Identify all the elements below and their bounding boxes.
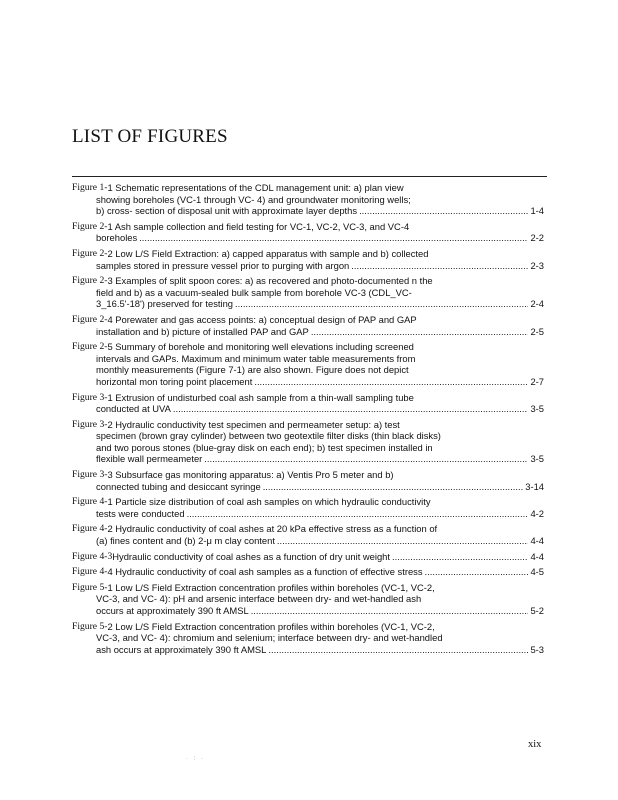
toc-entry-line xyxy=(72,275,544,287)
toc-entry-line xyxy=(72,430,544,442)
toc-entry-line xyxy=(72,481,544,493)
figure-caption-text: 2 Hydraulic conductivity test specimen and permeameter setup: a) test xyxy=(107,418,400,430)
dot-leader xyxy=(425,566,529,578)
dot-leader xyxy=(251,605,529,617)
page-title: LIST OF FIGURES xyxy=(72,126,228,147)
figure-caption-text: conducted at UVA xyxy=(96,403,171,415)
toc-entry xyxy=(72,392,544,415)
toc-entry xyxy=(72,566,544,578)
figure-caption-text: 4 Hydraulic conductivity of coal ash samples as a function of effective stress xyxy=(107,566,423,578)
toc-entry-line xyxy=(72,535,544,547)
toc-entry-line xyxy=(72,605,544,617)
dot-leader xyxy=(277,535,529,547)
title-divider xyxy=(72,176,547,177)
toc-entry-line xyxy=(72,632,544,644)
dot-leader xyxy=(139,232,528,244)
toc-entry xyxy=(72,621,544,656)
toc-entry xyxy=(72,248,544,271)
figure-caption-text: 1 Schematic representations of the CDL management unit: a) plan view xyxy=(107,182,404,193)
figure-page-number: 4-5 xyxy=(530,566,544,578)
toc-entry-line xyxy=(72,221,544,233)
figure-caption-text: showing boreholes (VC-1 through VC- 4) and groundwater monitoring wells; xyxy=(96,193,411,205)
figure-caption-text: 3 Examples of split spoon cores: a) as recovered and photo-documented n the xyxy=(107,275,433,287)
toc-entry-line xyxy=(72,644,544,656)
figure-caption-text: 1 Low L/S Field Extraction concentration profiles within boreholes (VC-1, VC-2, xyxy=(107,581,435,593)
toc-entry-line xyxy=(72,314,544,326)
toc-entry-line xyxy=(72,582,544,594)
toc-entry xyxy=(72,469,544,492)
toc-entry-line xyxy=(72,248,544,260)
figure-caption-text: horizontal mon toring point placement xyxy=(96,375,253,387)
toc-entry-line xyxy=(72,496,544,508)
dot-leader xyxy=(254,376,528,388)
figure-page-number: 3-5 xyxy=(530,453,544,465)
figure-caption-text: VC-3, and VC- 4): pH and arsenic interface between dry- and wet-handled ash xyxy=(96,593,422,605)
figure-caption-text: ash occurs at approximately 390 ft AMSL xyxy=(96,643,267,655)
figure-caption-text: 1 Extrusion of undisturbed coal ash sample from a thin-wall sampling tube xyxy=(107,391,414,403)
toc-entry-line xyxy=(72,298,544,310)
toc-entry xyxy=(72,496,544,519)
toc-entry-line xyxy=(72,593,544,605)
figure-caption-text: field and b) as a vacuum-sealed bulk sample from borehole VC-3 (CDL_VC- xyxy=(96,286,412,298)
figure-label: Figure 3- xyxy=(72,391,108,403)
figure-label: Figure 2- xyxy=(72,341,108,353)
toc-entry xyxy=(72,314,544,337)
toc-entry-line xyxy=(72,182,544,194)
figure-label: Figure 4- xyxy=(72,566,108,578)
figure-caption-text: 3 Subsurface gas monitoring apparatus: a) Ventis Pro 5 meter and b) xyxy=(107,469,394,481)
figure-label: Figure 5- xyxy=(72,620,108,632)
dot-leader xyxy=(359,205,528,217)
figure-caption-text: samples stored in pressure vessel prior to purging with argon xyxy=(96,259,350,271)
figure-page-number: 4-2 xyxy=(530,507,544,519)
figure-caption-text: flexible wall permeameter xyxy=(96,453,203,465)
figure-caption-text: 2 Low L/S Field Extraction: a) capped apparatus with sample and b) collected xyxy=(107,247,429,259)
toc-entry xyxy=(72,221,544,244)
figure-caption-text: 5 Summary of borehole and monitoring well elevations including screened xyxy=(107,341,414,353)
toc-entry xyxy=(72,419,544,465)
dot-leader xyxy=(311,326,529,338)
dot-leader xyxy=(235,298,528,310)
figure-caption-text: specimen (brown gray cylinder) between two geotextile filter disks (thin black disks) xyxy=(96,430,441,442)
figure-caption-text: (a) fines content and (b) 2-μ m clay content xyxy=(96,535,275,547)
toc-entry-line xyxy=(72,326,544,338)
figure-page-number: 5-3 xyxy=(530,643,544,655)
figure-caption-text: installation and b) picture of installed PAP and GAP xyxy=(96,325,309,337)
figure-caption-text: VC-3, and VC- 4): chromium and selenium; interface between dry- and wet-handled xyxy=(96,632,443,644)
toc-entry-line xyxy=(72,551,544,563)
toc-entry-line xyxy=(72,232,544,244)
figure-label: Figure 2- xyxy=(72,313,108,325)
figure-page-number: 4-4 xyxy=(530,535,544,547)
toc-entry-line xyxy=(72,376,544,388)
toc-entry xyxy=(72,182,544,217)
toc-entry-line xyxy=(72,453,544,465)
figure-caption-text: 3_16.5'-18') preserved for testing xyxy=(96,298,233,310)
toc-entry-line xyxy=(72,364,544,376)
toc-entry-line xyxy=(72,621,544,633)
figure-page-number: 2-7 xyxy=(530,375,544,387)
figure-label: Figure 2- xyxy=(72,275,108,287)
figure-caption-text: and two porous stones (blue-gray disk on each end); b) test specimen installed in xyxy=(96,441,433,453)
dot-leader xyxy=(351,260,528,272)
toc-entry xyxy=(72,523,544,546)
figure-label: Figure 2- xyxy=(72,220,108,232)
figure-page-number: 3-5 xyxy=(530,403,544,415)
figure-page-number: 1-4 xyxy=(530,205,544,217)
dot-leader xyxy=(263,481,524,493)
toc-entry-line xyxy=(72,353,544,365)
toc-entry-line xyxy=(72,403,544,415)
figure-page-number: 2-2 xyxy=(530,232,544,244)
toc-entry-line xyxy=(72,392,544,404)
figure-caption-text: intervals and GAPs. Maximum and minimum water table measurements from xyxy=(96,352,416,364)
figure-caption-text: b) cross- section of disposal unit with approximate layer depths xyxy=(96,205,358,217)
figure-page-number: 2-3 xyxy=(530,259,544,271)
toc-entry-line xyxy=(72,287,544,299)
toc-entry-line xyxy=(72,419,544,431)
figure-page-number: 2-4 xyxy=(530,298,544,310)
toc-entry xyxy=(72,341,544,387)
figure-caption-text: Hydraulic conductivity of coal ashes as a function of dry unit weight xyxy=(112,550,390,562)
figure-caption-text: 2 Hydraulic conductivity of coal ashes at 20 kPa effective stress as a function of xyxy=(107,523,438,535)
dot-leader xyxy=(268,644,528,656)
figure-page-number: 5-2 xyxy=(530,605,544,616)
figure-caption-text: tests were conducted xyxy=(96,507,185,519)
figure-label: Figure 3- xyxy=(72,418,108,430)
dot-leader xyxy=(173,403,529,415)
figure-page-number: 4-4 xyxy=(530,550,544,562)
figure-list xyxy=(72,182,544,659)
toc-entry-line xyxy=(72,260,544,272)
dot-leader xyxy=(204,453,528,465)
toc-entry-line xyxy=(72,469,544,481)
figure-caption-text: 4 Porewater and gas access points: a) conceptual design of PAP and GAP xyxy=(107,313,417,325)
figure-label: Figure 5- xyxy=(72,581,108,593)
figure-caption-text: 2 Low L/S Field Extraction concentration profiles within boreholes (VC-1, VC-2, xyxy=(107,620,435,632)
toc-entry-line xyxy=(72,523,544,535)
figure-caption-text: monthly measurements (Figure 7-1) are also shown. Figure does not depict xyxy=(96,364,409,376)
figure-label: Figure 2- xyxy=(72,247,108,259)
figure-caption-text: occurs at approximately 390 ft AMSL xyxy=(96,605,249,616)
figure-label: Figure 4-3 xyxy=(72,550,113,562)
page-number: xix xyxy=(528,739,542,750)
figure-label: Figure 4- xyxy=(72,496,108,508)
figure-label: Figure 4- xyxy=(72,523,108,535)
toc-entry-line xyxy=(72,508,544,520)
figure-page-number: 3-14 xyxy=(525,480,544,492)
toc-entry-line xyxy=(72,194,544,206)
figure-caption-text: boreholes xyxy=(96,232,138,244)
dot-leader xyxy=(392,551,528,563)
figure-page-number: 2-5 xyxy=(530,325,544,337)
toc-entry-line xyxy=(72,442,544,454)
toc-entry-line xyxy=(72,566,544,578)
toc-entry xyxy=(72,551,544,563)
dot-leader xyxy=(187,508,529,520)
toc-entry xyxy=(72,582,544,617)
figure-label: Figure 1- xyxy=(72,182,108,193)
figure-caption-text: 1 Particle size distribution of coal ash samples on which hydraulic conductivity xyxy=(107,496,431,508)
toc-entry xyxy=(72,275,544,310)
toc-entry-line xyxy=(72,341,544,353)
toc-entry-line xyxy=(72,205,544,217)
figure-label: Figure 3- xyxy=(72,469,108,481)
faint-mark: · : · xyxy=(186,756,205,762)
figure-caption-text: 1 Ash sample collection and field testing for VC-1, VC-2, VC-3, and VC-4 xyxy=(107,220,410,232)
figure-caption-text: connected tubing and desiccant syringe xyxy=(96,480,261,492)
